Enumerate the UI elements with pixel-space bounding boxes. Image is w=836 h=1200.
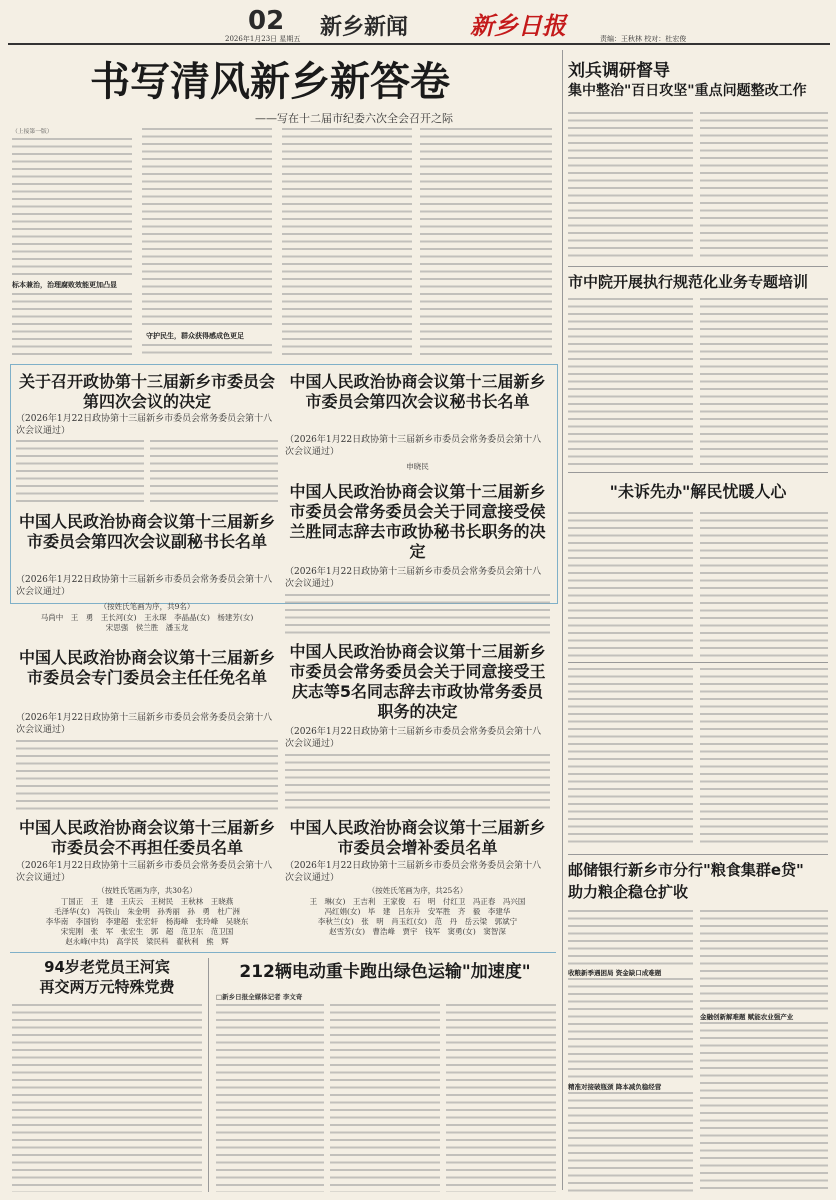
doc-right-3-subtitle: （2026年1月22日政协第十三届新乡市委员会常务委员会第十八次会议通过） — [285, 727, 542, 749]
lead-box-title-2: 守护民生，群众获得感成色更足 — [146, 331, 244, 340]
name-row: 王 琳(女) 王吉利 王家俊 石 明 付红卫 冯正春 冯兴国 — [309, 897, 526, 906]
doc-left-2-title: 中国人民政治协商会议第十三届新乡市委员会第四次会议副秘书长名单 — [18, 512, 275, 551]
a6-body-3 — [446, 1004, 556, 1192]
doc-left-1-subtitle: （2026年1月22日政协第十三届新乡市委员会常务委员会第十八次会议通过） — [16, 414, 273, 436]
masthead-rule — [8, 43, 830, 45]
a4-body-2a — [700, 910, 828, 1010]
a5-body — [12, 1004, 202, 1192]
a5-title-line1: 94岁老党员王河宾 — [44, 958, 170, 976]
a1-body-1 — [568, 112, 693, 260]
a3b-body-2 — [700, 668, 828, 848]
doc-right-4-subtitle: （2026年1月22日政协第十三届新乡市委员会常务委员会第十八次会议通过） — [285, 861, 542, 883]
lead-col-1b — [12, 293, 132, 357]
lead-title: 书写清风新乡新答卷 — [90, 59, 450, 105]
doc-right-2-body — [285, 594, 550, 634]
a4-title-line2: 助力粮企稳仓扩收 — [568, 883, 689, 901]
name-row: 李华南 李国钧 李建超 张宏轩 杨海峰 张玲峰 吴晓东 — [45, 917, 249, 926]
a3-rule — [568, 662, 828, 663]
editors-line: 责编：王秋林 校对：杜宏俊 — [600, 35, 687, 43]
name-row: 李秋兰(女) 张 明 肖玉红(女) 范 丹 岳云梁 郭斌宁 — [317, 917, 518, 926]
lead-col-2b — [142, 344, 272, 358]
a1-rule — [568, 266, 828, 267]
doc-left-1-title: 关于召开政协第十三届新乡市委员会第四次会议的决定 — [18, 372, 275, 411]
a1-body-2 — [700, 112, 828, 260]
name-row: 宋宪刚 张 军 张宏生 郭 超 范卫东 范卫国 — [60, 927, 234, 936]
name-row: 马尚中 王 勇 王长河(女) 王永琛 李晶晶(女) 杨建芳(女) — [40, 613, 254, 622]
lead-source: （上接第一版） — [12, 129, 53, 135]
doc-left-4-title: 中国人民政治协商会议第十三届新乡市委员会不再担任委员名单 — [18, 818, 275, 857]
doc-right-3-title: 中国人民政治协商会议第十三届新乡市委员会常务委员会关于同意接受王庆志等5名同志辞去市政协常务委员职务的决定 — [289, 642, 546, 721]
a4-sub-3: 金融创新解难题 赋能农业强产业 — [700, 1013, 794, 1021]
lead-subtitle: ——写在十二届市纪委六次全会召开之际 — [255, 112, 453, 125]
lead-body — [12, 128, 552, 360]
a3-body-1 — [568, 512, 693, 658]
doc-left-1-body-b — [150, 440, 278, 502]
a2-body-1 — [568, 298, 693, 466]
a1-title-line2: 集中整治"百日攻坚"重点问题整改工作 — [568, 83, 807, 99]
doc-left-1-body — [16, 440, 144, 502]
doc-left-3-title: 中国人民政治协商会议第十三届新乡市委员会专门委员会主任任免名单 — [18, 648, 275, 687]
doc-left-2-subtitle: （2026年1月22日政协第十三届新乡市委员会常务委员会第十八次会议通过） — [16, 575, 273, 597]
doc-right-2-title: 中国人民政治协商会议第十三届新乡市委员会常务委员会关于同意接受侯兰胜同志辞去市政协秘书长职务的决定 — [289, 482, 546, 561]
a2-rule — [568, 472, 828, 473]
a5-divider — [208, 958, 209, 1192]
doc-left-3-body — [16, 740, 278, 810]
lead-col-2 — [142, 128, 272, 328]
doc-right-1-title: 中国人民政治协商会议第十三届新乡市委员会第四次会议秘书长名单 — [289, 372, 546, 411]
doc-right-2-subtitle: （2026年1月22日政协第十三届新乡市委员会常务委员会第十八次会议通过） — [285, 567, 542, 589]
a2-body-2 — [700, 298, 828, 466]
name-row: 毛泽华(女) 冯铁山 朱金明 孙秀丽 孙 勇 杜广洲 — [54, 907, 240, 916]
doc-box-bottom-rule — [10, 952, 556, 953]
a6-byline: □新乡日报全媒体记者 李文奇 — [216, 993, 303, 1001]
lead-col-4 — [420, 128, 552, 358]
doc-left-3-subtitle: （2026年1月22日政协第十三届新乡市委员会常务委员会第十八次会议通过） — [16, 713, 273, 735]
doc-left-4-note: （按姓氏笔画为序，共30名） — [97, 886, 197, 895]
a4-sub-2: 精准对接破瓶颈 降本减负稳经营 — [568, 1083, 662, 1091]
name-row: 丁国正 王 建 王庆云 王树民 王秋林 王晓燕 — [60, 897, 234, 906]
name-row: 赵永峰(中共) 高学民 梁民科 翟秋利 熊 辉 — [65, 937, 229, 946]
a3b-body-1 — [568, 668, 693, 848]
section-name: 新乡新闻 — [320, 15, 409, 40]
doc-right-1-subtitle: （2026年1月22日政协第十三届新乡市委员会常务委员会第十八次会议通过） — [285, 435, 542, 457]
doc-right-4-names — [285, 897, 550, 937]
a1-title-line1: 刘兵调研督导 — [568, 61, 670, 81]
doc-right-4-note: （按姓氏笔画为序，共25名） — [367, 886, 468, 895]
doc-left-2-note: （按姓氏笔画为序，共9名） — [99, 602, 195, 611]
a4-body-2b — [700, 1022, 828, 1192]
a4-sub-1: 收粮新季遇困局 资金缺口成难题 — [568, 969, 662, 977]
name-row: 冯红娟(女) 毕 建 吕东升 安军胜 齐 毅 李建华 — [324, 907, 511, 916]
a6-title: 212辆电动重卡跑出绿色运输"加速度" — [239, 962, 531, 982]
doc-left-2-names — [16, 613, 278, 633]
right-col-divider — [562, 50, 563, 1190]
masthead — [0, 0, 836, 44]
doc-right-1-names: 申晓民 — [406, 462, 429, 471]
doc-right-3-body — [285, 754, 550, 810]
a4-body-1a — [568, 910, 693, 966]
a6-body-2 — [330, 1004, 440, 1192]
a6-body-1 — [216, 1004, 324, 1192]
issue-date: 2026年1月23日 星期五 — [225, 35, 301, 43]
page-number: 02 — [248, 6, 285, 36]
a3-title: "未诉先办"解民忧暖人心 — [609, 482, 787, 501]
a4-body-1c — [568, 1092, 693, 1192]
a5-title-line2: 再交两万元特殊党费 — [39, 978, 175, 996]
a2-title: 市中院开展执行规范化业务专题培训 — [568, 273, 809, 291]
paper-logo: 新乡日报 — [470, 11, 566, 40]
lead-col-3 — [282, 128, 412, 358]
doc-left-4-names — [16, 897, 278, 947]
doc-left-4-subtitle: （2026年1月22日政协第十三届新乡市委员会常务委员会第十八次会议通过） — [16, 861, 273, 883]
a4-title-line1: 邮储银行新乡市分行"粮食集群e贷" — [568, 861, 804, 879]
a4-body-1b — [568, 978, 693, 1080]
doc-right-4-title: 中国人民政治协商会议第十三届新乡市委员会增补委员名单 — [289, 818, 546, 857]
lead-col-1 — [12, 138, 132, 278]
lead-box-title-1: 标本兼治，治理腐败效能更加凸显 — [12, 280, 117, 289]
name-row: 赵雪芳(女) 曹浩峰 贾宇 钱军 窦勇(女) 窦智深 — [329, 927, 506, 936]
a3-body-2 — [700, 512, 828, 658]
name-row: 宋思强 侯兰胜 潘玉龙 — [105, 623, 189, 632]
a3b-rule — [568, 854, 828, 855]
